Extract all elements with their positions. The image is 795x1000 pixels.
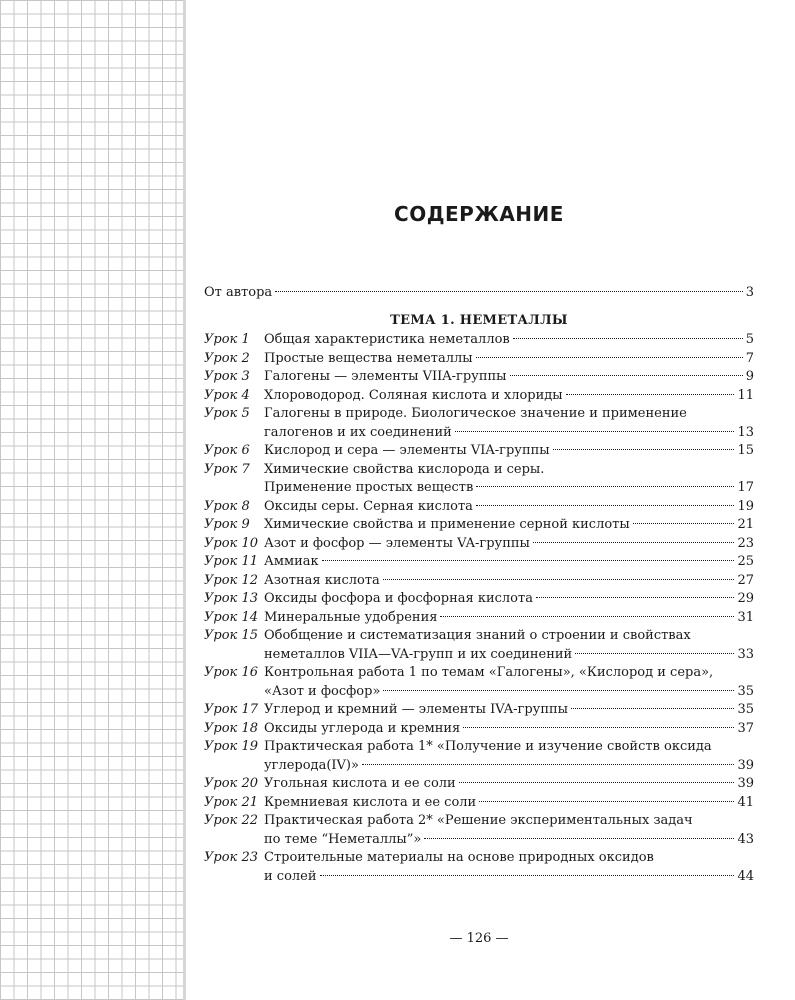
lesson-title-final-line — [264, 424, 754, 443]
lesson-title: Общая характеристика неметаллов — [264, 332, 510, 347]
lesson-number: Урок 1 — [204, 332, 250, 347]
toc-entry-lesson[interactable] — [204, 516, 754, 535]
lesson-title: Простые вещества неметаллы — [264, 350, 473, 366]
lesson-title-final-line — [264, 609, 754, 628]
toc-entry-lesson[interactable] — [204, 405, 754, 442]
lesson-body — [264, 387, 754, 406]
dot-leader — [575, 653, 734, 654]
toc-entry-lesson[interactable] — [204, 368, 754, 387]
lesson-body — [264, 572, 754, 591]
lesson-title: галогенов и их соединений — [264, 424, 452, 440]
lesson-number: Урок 14 — [204, 609, 258, 625]
toc-entry-lesson[interactable] — [204, 442, 754, 461]
dot-leader — [536, 597, 735, 598]
lesson-body — [264, 701, 754, 720]
lesson-title-line: Галогены в природе. Биологическое значение и применение — [264, 406, 687, 421]
toc-entry-lesson[interactable] — [204, 738, 754, 775]
lesson-body — [264, 794, 754, 813]
dot-leader — [383, 579, 735, 580]
lesson-number: Урок 7 — [204, 461, 250, 477]
lesson-title-line: Обобщение и систематизация знаний о строении и свойствах — [264, 628, 691, 643]
toc-entry-lesson[interactable] — [204, 590, 754, 609]
lesson-title: Оксиды серы. Серная кислота — [264, 498, 473, 514]
dot-leader — [322, 560, 735, 561]
lesson-title: Аммиак — [264, 554, 319, 569]
toc-entry-lesson[interactable] — [204, 794, 754, 813]
toc-entry-lesson[interactable] — [204, 627, 754, 664]
toc-page-number: 29 — [737, 591, 754, 606]
toc-entry-lesson[interactable] — [204, 572, 754, 591]
lesson-body — [264, 664, 754, 701]
toc-page-number: 37 — [737, 720, 754, 736]
lesson-body — [264, 535, 754, 554]
toc-entry-author[interactable] — [204, 284, 754, 303]
graph-paper-margin — [0, 0, 183, 1000]
lesson-title: Применение простых веществ — [264, 480, 474, 495]
lesson-body — [264, 553, 754, 572]
toc-page-number: 44 — [737, 868, 754, 884]
lesson-title-line: Практическая работа 2* «Решение экспериментальных задач — [264, 813, 693, 828]
lesson-title-final-line — [264, 757, 754, 776]
lesson-title-final-line — [264, 572, 754, 591]
toc-page-number: 33 — [737, 646, 754, 662]
toc-page-number: 15 — [737, 443, 754, 458]
toc-entry-lesson[interactable] — [204, 849, 754, 886]
toc-page-number: 35 — [737, 702, 754, 717]
toc-page-number: 13 — [737, 424, 754, 440]
toc-page-number: 19 — [737, 498, 754, 514]
toc-entry-lesson[interactable] — [204, 664, 754, 701]
toc-page-number: 17 — [737, 480, 754, 495]
toc-page-number: 25 — [737, 554, 754, 569]
toc-page-number: 39 — [737, 757, 754, 773]
lesson-title-final-line — [264, 368, 754, 387]
lesson-title-final-line — [264, 553, 754, 572]
dot-leader — [320, 875, 735, 876]
toc-page-number: 7 — [745, 350, 754, 366]
toc-page-number: 3 — [745, 285, 754, 300]
lesson-number: Урок 19 — [204, 739, 258, 754]
lesson-title-final-line — [264, 535, 754, 554]
lesson-title: Кислород и сера — элементы VIA-группы — [264, 443, 550, 458]
lesson-title: углерода(IV)» — [264, 757, 359, 773]
lesson-title-final-line — [264, 331, 754, 350]
lesson-title: Галогены — элементы VIIA-группы — [264, 369, 507, 384]
lesson-number: Урок 8 — [204, 498, 250, 514]
lesson-body — [264, 516, 754, 535]
lesson-title: Азотная кислота — [264, 572, 380, 588]
lesson-title-final-line — [264, 683, 754, 702]
lesson-title: и солей — [264, 868, 317, 884]
dot-leader — [553, 449, 735, 450]
lesson-title-final-line — [264, 590, 754, 609]
lesson-number: Урок 11 — [204, 554, 258, 569]
toc-page-number: 39 — [737, 776, 754, 791]
dot-leader — [275, 291, 743, 292]
lesson-title-final-line — [264, 387, 754, 406]
toc-entry-lesson[interactable] — [204, 609, 754, 628]
lesson-number: Урок 16 — [204, 665, 258, 680]
lesson-number: Урок 3 — [204, 369, 250, 384]
toc-page-number: 21 — [737, 517, 754, 532]
lesson-title-final-line — [264, 775, 754, 794]
lesson-title: Азот и фосфор — элементы VA-группы — [264, 535, 530, 551]
toc-entry-label: От автора — [204, 285, 273, 300]
dot-leader — [533, 542, 735, 543]
dot-leader — [476, 486, 734, 487]
margin-divider — [183, 0, 186, 1000]
theme-heading: ТЕМА 1. НЕМЕТАЛЛЫ — [390, 312, 568, 328]
lesson-title-line: Практическая работа 1* «Получение и изучение свойств оксида — [264, 739, 712, 754]
lesson-body — [264, 849, 754, 886]
lesson-title: Кремниевая кислота и ее соли — [264, 794, 477, 810]
dot-leader — [455, 431, 735, 432]
lesson-title-final-line — [264, 831, 754, 850]
dot-leader — [633, 523, 735, 524]
toc-page-number: 23 — [737, 535, 754, 551]
dot-leader — [476, 357, 743, 358]
lesson-body — [264, 627, 754, 664]
toc-page-number: 5 — [745, 332, 754, 347]
lesson-number: Урок 2 — [204, 350, 250, 366]
lesson-title-final-line — [264, 498, 754, 517]
lesson-title-final-line — [264, 350, 754, 369]
lesson-title: Оксиды фосфора и фосфорная кислота — [264, 591, 533, 606]
lesson-title-line: Строительные материалы на основе природных оксидов — [264, 850, 654, 865]
lesson-number: Урок 17 — [204, 702, 258, 717]
lesson-body — [264, 442, 754, 461]
lesson-title-final-line — [264, 794, 754, 813]
lesson-number: Урок 9 — [204, 517, 250, 532]
lesson-title: Угольная кислота и ее соли — [264, 776, 456, 791]
lesson-title-final-line — [264, 479, 754, 498]
lesson-number: Урок 5 — [204, 406, 250, 421]
page-title: СОДЕРЖАНИЕ — [394, 202, 564, 226]
lesson-title: Углерод и кремний — элементы IVA-группы — [264, 702, 569, 717]
lesson-body — [264, 812, 754, 849]
lesson-body — [264, 720, 754, 739]
lesson-number: Урок 20 — [204, 776, 258, 791]
lesson-title-final-line — [264, 720, 754, 739]
lesson-number: Урок 4 — [204, 387, 250, 403]
lesson-number: Урок 15 — [204, 628, 258, 643]
dot-leader — [571, 708, 734, 709]
toc-entry-lesson[interactable] — [204, 498, 754, 517]
dot-leader — [362, 764, 735, 765]
lesson-body — [264, 405, 754, 442]
dot-leader — [513, 338, 743, 339]
lesson-body — [264, 590, 754, 609]
lesson-body — [264, 738, 754, 775]
lesson-number: Урок 22 — [204, 813, 258, 828]
lesson-title: по теме “Неметаллы”» — [264, 831, 422, 847]
toc-entry-lesson[interactable] — [204, 553, 754, 572]
dot-leader — [383, 690, 734, 691]
lesson-body — [264, 331, 754, 350]
page-number: — 126 — — [449, 931, 509, 946]
dot-leader — [440, 616, 734, 617]
lesson-title: неметаллов VIIA—VA-групп и их соединений — [264, 646, 573, 662]
table-of-contents — [204, 284, 754, 886]
lesson-number: Урок 13 — [204, 591, 258, 606]
lesson-title: Оксиды углерода и кремния — [264, 720, 461, 736]
lesson-number: Урок 21 — [204, 794, 258, 810]
lesson-body — [264, 498, 754, 517]
dot-leader — [566, 394, 735, 395]
toc-entry-lesson[interactable] — [204, 720, 754, 739]
toc-entry-lesson[interactable] — [204, 387, 754, 406]
lesson-body — [264, 461, 754, 498]
lesson-number: Урок 18 — [204, 720, 258, 736]
dot-leader — [510, 375, 743, 376]
toc-entry-lesson[interactable] — [204, 331, 754, 350]
toc-page-number: 41 — [737, 794, 754, 810]
lesson-body — [264, 775, 754, 794]
lesson-title-final-line — [264, 646, 754, 665]
dot-leader — [459, 782, 735, 783]
dot-leader — [479, 801, 734, 802]
toc-entry-lesson[interactable] — [204, 775, 754, 794]
dot-leader — [476, 505, 735, 506]
lesson-list — [204, 331, 754, 886]
lesson-number: Урок 10 — [204, 535, 258, 551]
toc-entry-lesson[interactable] — [204, 461, 754, 498]
lesson-number: Урок 12 — [204, 572, 258, 588]
toc-entry-lesson[interactable] — [204, 812, 754, 849]
lesson-title-final-line — [264, 442, 754, 461]
toc-entry-lesson[interactable] — [204, 701, 754, 720]
toc-page-number: 43 — [737, 831, 754, 847]
toc-page-number: 31 — [737, 609, 754, 625]
lesson-title: Хлороводород. Соляная кислота и хлориды — [264, 387, 563, 403]
toc-entry-lesson[interactable] — [204, 535, 754, 554]
lesson-body — [264, 350, 754, 369]
lesson-title-line: Контрольная работа 1 по темам «Галогены», «Кислород и сера», — [264, 665, 714, 680]
lesson-body — [264, 609, 754, 628]
lesson-body — [264, 368, 754, 387]
lesson-title: «Азот и фосфор» — [264, 683, 381, 699]
toc-entry-lesson[interactable] — [204, 350, 754, 369]
toc-page-number: 35 — [737, 683, 754, 699]
lesson-title-line: Химические свойства кислорода и серы. — [264, 461, 545, 477]
lesson-number: Урок 23 — [204, 850, 258, 865]
lesson-title: Химические свойства и применение серной кислоты — [264, 517, 630, 532]
lesson-title-final-line — [264, 516, 754, 535]
lesson-title-final-line — [264, 701, 754, 720]
dot-leader — [424, 838, 734, 839]
lesson-title: Минеральные удобрения — [264, 609, 438, 625]
toc-page-number: 27 — [737, 572, 754, 588]
lesson-number: Урок 6 — [204, 443, 250, 458]
lesson-title-final-line — [264, 868, 754, 887]
dot-leader — [463, 727, 734, 728]
toc-page-number: 9 — [745, 369, 754, 384]
toc-page-number: 11 — [737, 387, 754, 403]
